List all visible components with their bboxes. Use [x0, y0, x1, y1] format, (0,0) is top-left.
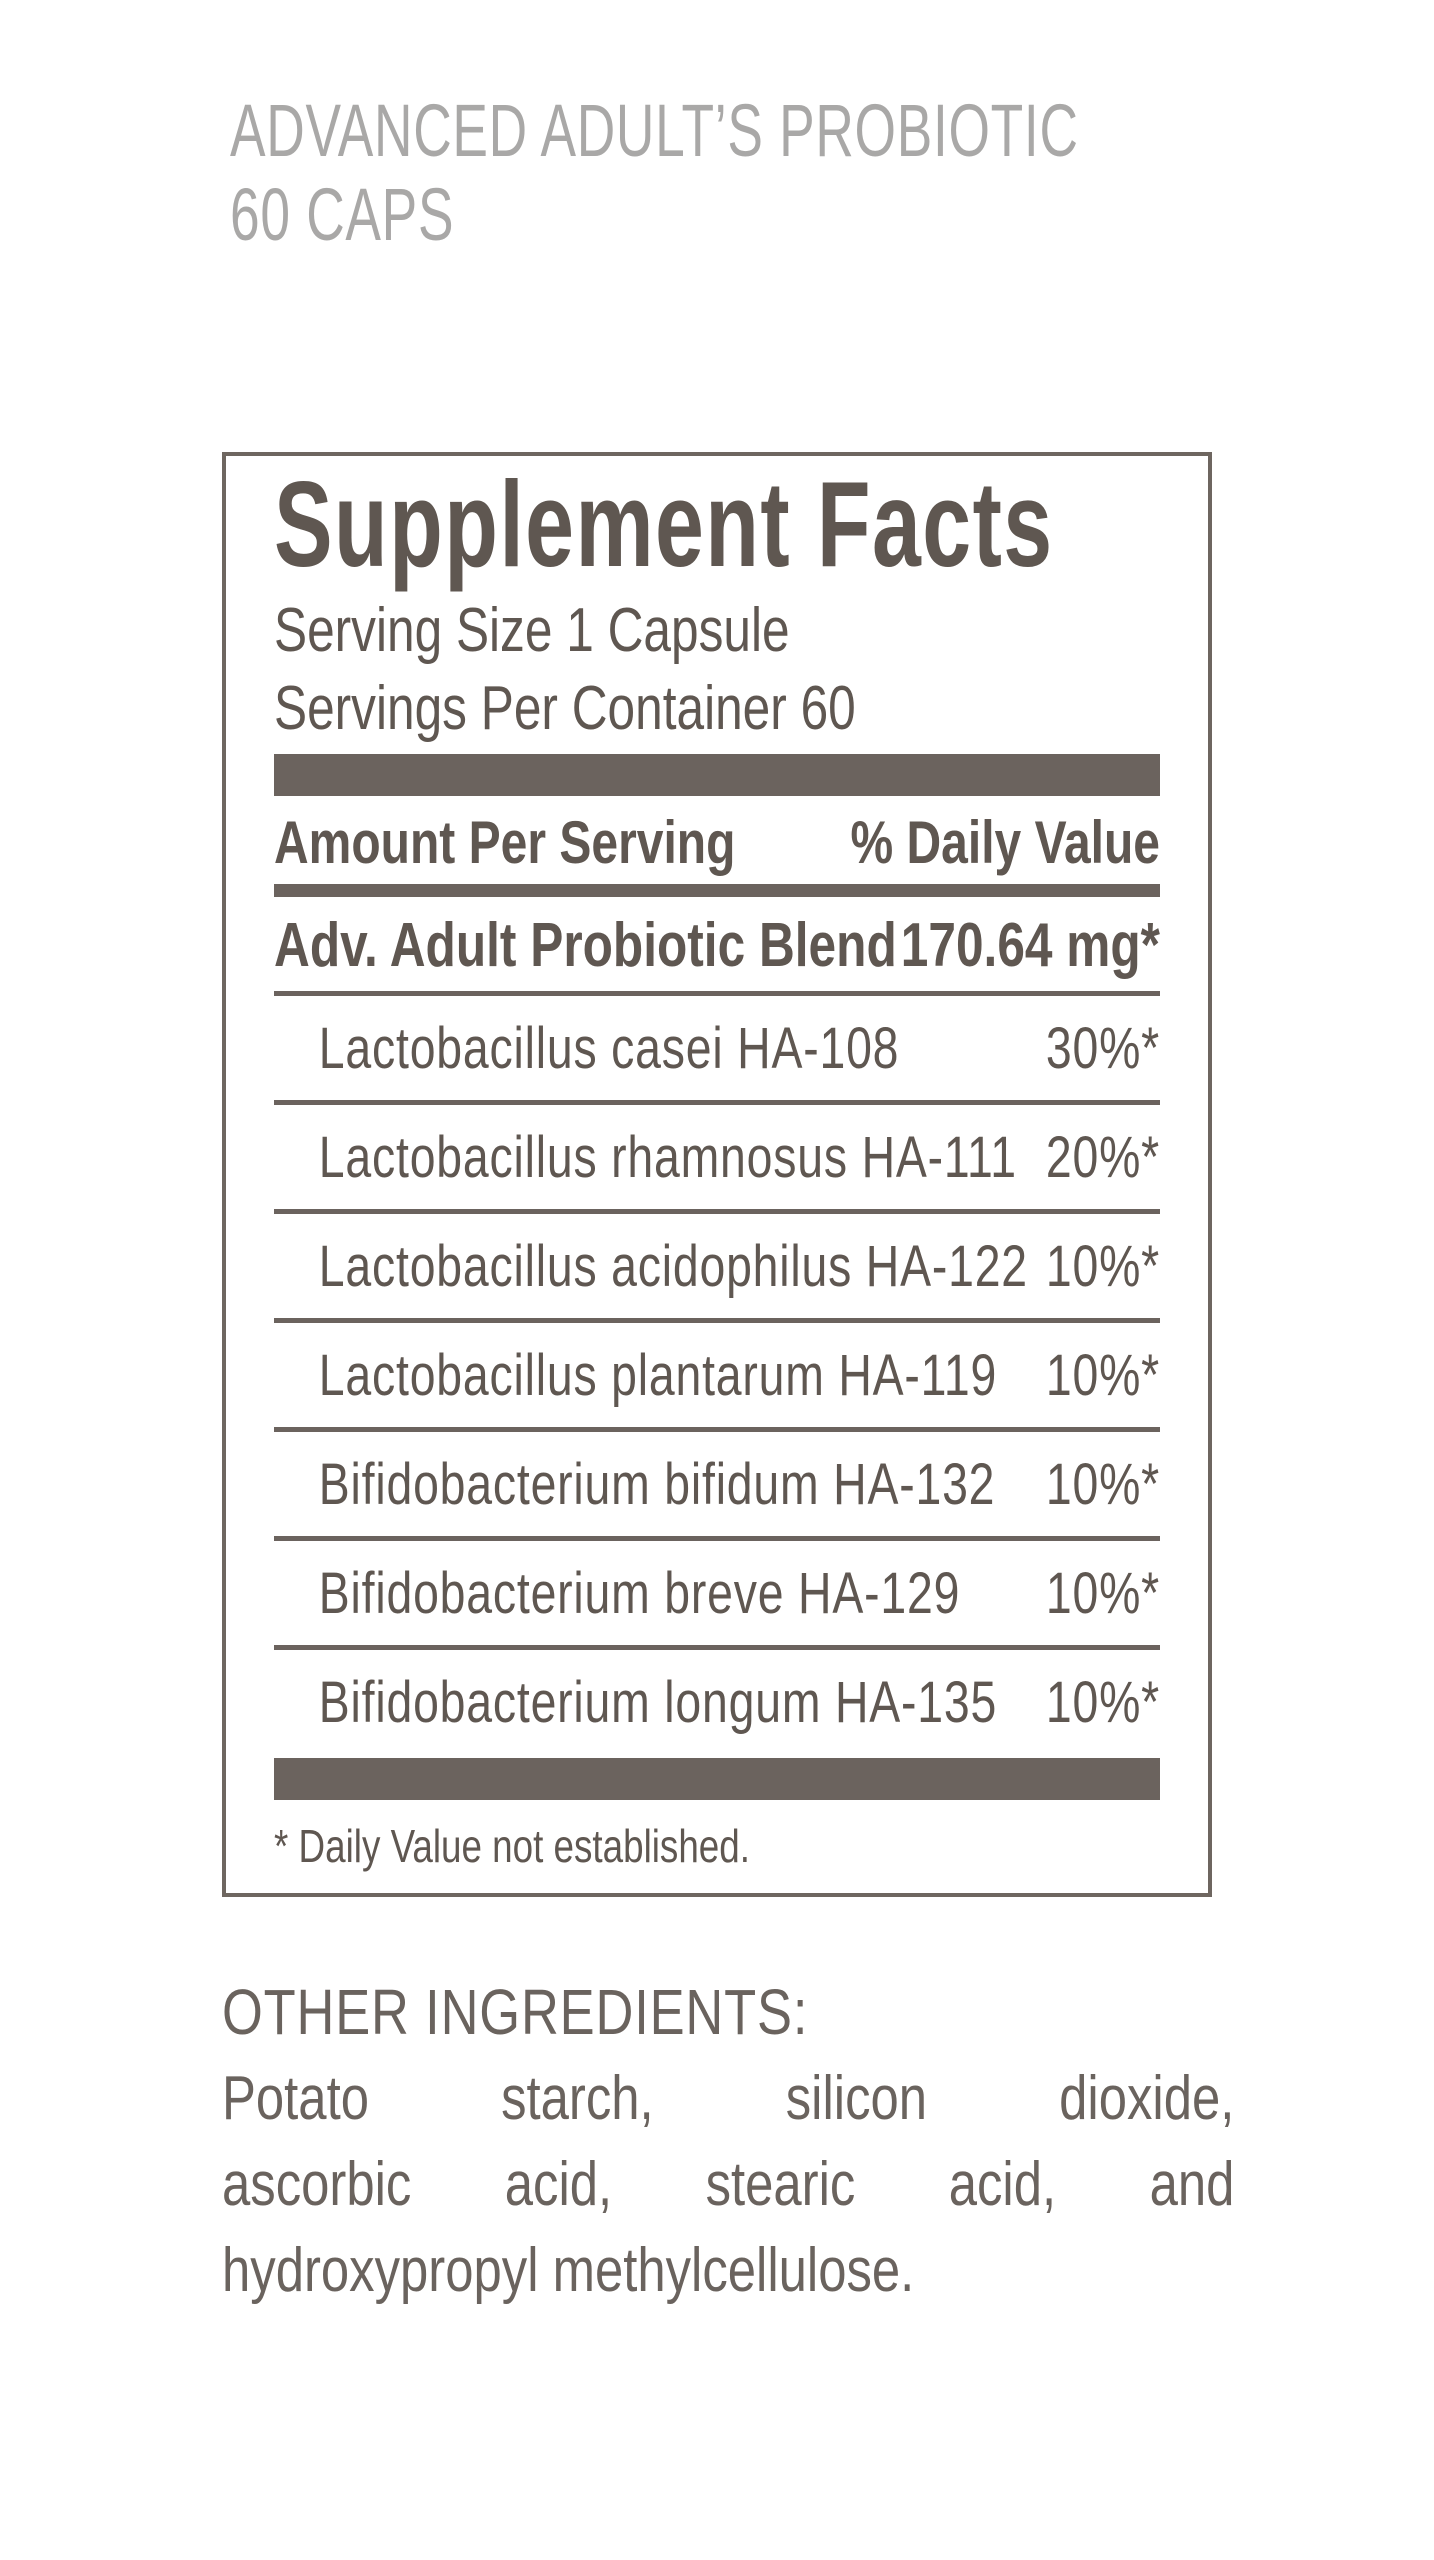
ingredient-row: [274, 1664, 1160, 1754]
product-title-line1: ADVANCED ADULT’S PROBIOTIC: [230, 89, 1079, 172]
other-ingredients-line: hydroxypropyl methylcellulose.: [222, 2236, 915, 2305]
ingredient-name: Lactobacillus rhamnosus HA-111: [318, 1125, 1017, 1190]
percent-daily-value-header: % Daily Value: [850, 809, 1160, 876]
daily-value-footnote: * Daily Value not established.: [274, 1820, 750, 1872]
other-ingredients-line: Potato starch, silicon dioxide,: [222, 2064, 1235, 2133]
other-ingredients-line: ascorbic acid, stearic acid, and: [222, 2150, 1235, 2219]
ingredient-daily-value: 10%*: [1045, 1234, 1160, 1299]
blend-amount: 170.64 mg*: [900, 911, 1160, 980]
ingredient-name: Lactobacillus acidophilus HA-122: [318, 1234, 1028, 1299]
table-header-row: [274, 810, 1160, 876]
supplement-facts-panel: [222, 452, 1212, 1897]
ingredient-name: Lactobacillus casei HA-108: [318, 1016, 900, 1081]
ingredient-name: Bifidobacterium longum HA-135: [318, 1670, 998, 1735]
blend-name: Adv. Adult Probiotic Blend: [274, 911, 897, 980]
supplement-facts-title: Supplement Facts: [274, 456, 1054, 592]
ingredient-daily-value: 30%*: [1045, 1016, 1160, 1081]
divider-bar-thick-bottom: [274, 1758, 1160, 1800]
ingredient-row: [274, 1010, 1160, 1105]
ingredient-rows: [274, 1010, 1160, 1754]
divider-bar-thick-top: [274, 754, 1160, 796]
amount-per-serving-header: Amount Per Serving: [274, 809, 736, 876]
ingredient-row: [274, 1337, 1160, 1432]
ingredient-daily-value: 10%*: [1045, 1452, 1160, 1517]
product-title-line2: 60 CAPS: [230, 173, 455, 256]
product-title: [230, 89, 1434, 257]
divider-bar-thin: [274, 884, 1160, 897]
ingredient-name: Lactobacillus plantarum HA-119: [318, 1343, 998, 1408]
ingredient-name: Bifidobacterium bifidum HA-132: [318, 1452, 996, 1517]
other-ingredients-section: [222, 1968, 1234, 2314]
servings-per-container: Servings Per Container 60: [274, 674, 856, 743]
serving-size: Serving Size 1 Capsule: [274, 596, 790, 665]
ingredient-daily-value: 20%*: [1045, 1125, 1160, 1190]
blend-row: [274, 909, 1160, 996]
ingredient-daily-value: 10%*: [1045, 1343, 1160, 1408]
ingredient-name: Bifidobacterium breve HA-129: [318, 1561, 961, 1626]
ingredient-daily-value: 10%*: [1045, 1561, 1160, 1626]
ingredient-row: [274, 1555, 1160, 1650]
ingredient-row: [274, 1446, 1160, 1541]
ingredient-row: [274, 1228, 1160, 1323]
other-ingredients-heading: OTHER INGREDIENTS:: [222, 1976, 809, 2048]
ingredient-row: [274, 1119, 1160, 1214]
ingredient-daily-value: 10%*: [1045, 1670, 1160, 1735]
